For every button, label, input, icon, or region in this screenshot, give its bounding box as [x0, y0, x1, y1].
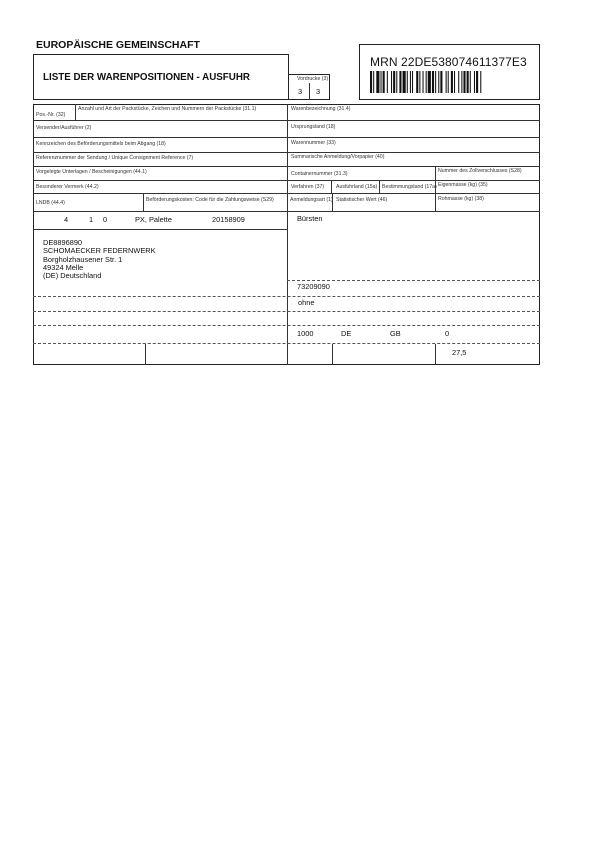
- referenznummer-label: Referenznummer der Sendung / Unique Consignment Reference (7): [36, 155, 194, 161]
- befoerderungskosten-label: Beförderungskosten: Code für die Zahlungsweise (S29): [146, 197, 274, 203]
- containernummer-label: Containernummer (31.3): [291, 171, 348, 177]
- ursprungsland-label: Ursprungsland (18): [291, 124, 336, 130]
- statistischer-wert-label: Statistischer Wert (46): [336, 197, 388, 203]
- exporter-country: (DE) Deutschland: [43, 271, 102, 280]
- versender-label: Versender/Ausführer (2): [36, 125, 92, 131]
- vordrucke-label: Vordrucke (3): [297, 76, 329, 82]
- pos-nr-label: Pos.-Nr. (32): [36, 112, 66, 118]
- item-warennummer: 73209090: [297, 282, 330, 291]
- item-bestimmungsland: GB: [390, 329, 401, 338]
- ausfuhrland-label: Ausfuhrland (15a): [336, 184, 378, 190]
- item-verfahren: 1000: [297, 329, 314, 338]
- exporter-eori: DE8896890: [43, 238, 83, 247]
- item-zeichen: 0: [103, 215, 108, 224]
- warenbezeichnung-label: Warenbezeichnung (31.4): [291, 106, 351, 112]
- ladeort-label: LNDB (44.4): [36, 200, 65, 206]
- packstuecke-label: Anzahl und Art der Packstücke, Zeichen und Nummern der Packstücke (31.1): [78, 106, 257, 112]
- exporter-city: 49324 Melle: [43, 263, 84, 272]
- rohmasse-label: Rohmasse (kg) (38): [438, 196, 484, 202]
- form-title: LISTE DER WARENPOSITIONEN - AUSFUHR: [43, 72, 251, 83]
- vordrucke-value-2: 3: [316, 87, 321, 96]
- warennummer-label: Warennummer (33): [291, 140, 336, 146]
- item-anzahl: 1: [89, 215, 94, 224]
- vordrucke-box: [288, 74, 330, 100]
- mrn-number: MRN 22DE538074611377E3: [370, 55, 527, 69]
- anmeldungsart-label: Anmeldungsart (1): [290, 197, 333, 203]
- kennzeichen-label: Kennzeichen des Beförderungsmittels beim Abgang (18): [36, 141, 166, 147]
- item-pos-nr: 4: [64, 215, 69, 224]
- mrn-box: [359, 44, 540, 100]
- item-ausfuhrland: DE: [341, 329, 352, 338]
- exporter-street: Borgholzhausener Str. 1: [43, 255, 123, 264]
- item-art: PX, Palette: [135, 215, 172, 224]
- summarische-anmeldung-label: Summarische Anmeldung/Vorpapier (40): [291, 154, 385, 160]
- vorgelegte-unterlagen-label: Vorgelegte Unterlagen / Bescheinigungen (44.1): [36, 169, 147, 175]
- eigenmasse-label: Eigenmasse (kg) (35): [438, 182, 488, 188]
- community-heading: EUROPÄISCHE GEMEINSCHAFT: [36, 39, 200, 51]
- vordrucke-value-1: 3: [298, 87, 303, 96]
- besonderer-vermerk-label: Besonderer Vermerk (44.2): [36, 184, 99, 190]
- item-eigenmasse: 0: [445, 329, 450, 338]
- bestimmungsland-label: Bestimmungsland (17a): [382, 184, 437, 190]
- item-container: ohne: [298, 298, 315, 307]
- exporter-name: SCHOMAECKER FEDERNWERK: [43, 246, 156, 255]
- item-nummer: 20158909: [212, 215, 245, 224]
- title-box: [33, 54, 289, 100]
- item-rohmasse: 27,5: [452, 348, 467, 357]
- verfahren-label: Verfahren (37): [291, 184, 325, 190]
- mrn-barcode: [370, 71, 532, 93]
- item-bezeichnung: Bürsten: [297, 214, 323, 223]
- zollverschluss-label: Nummer des Zollverschlusses (S28): [438, 168, 522, 174]
